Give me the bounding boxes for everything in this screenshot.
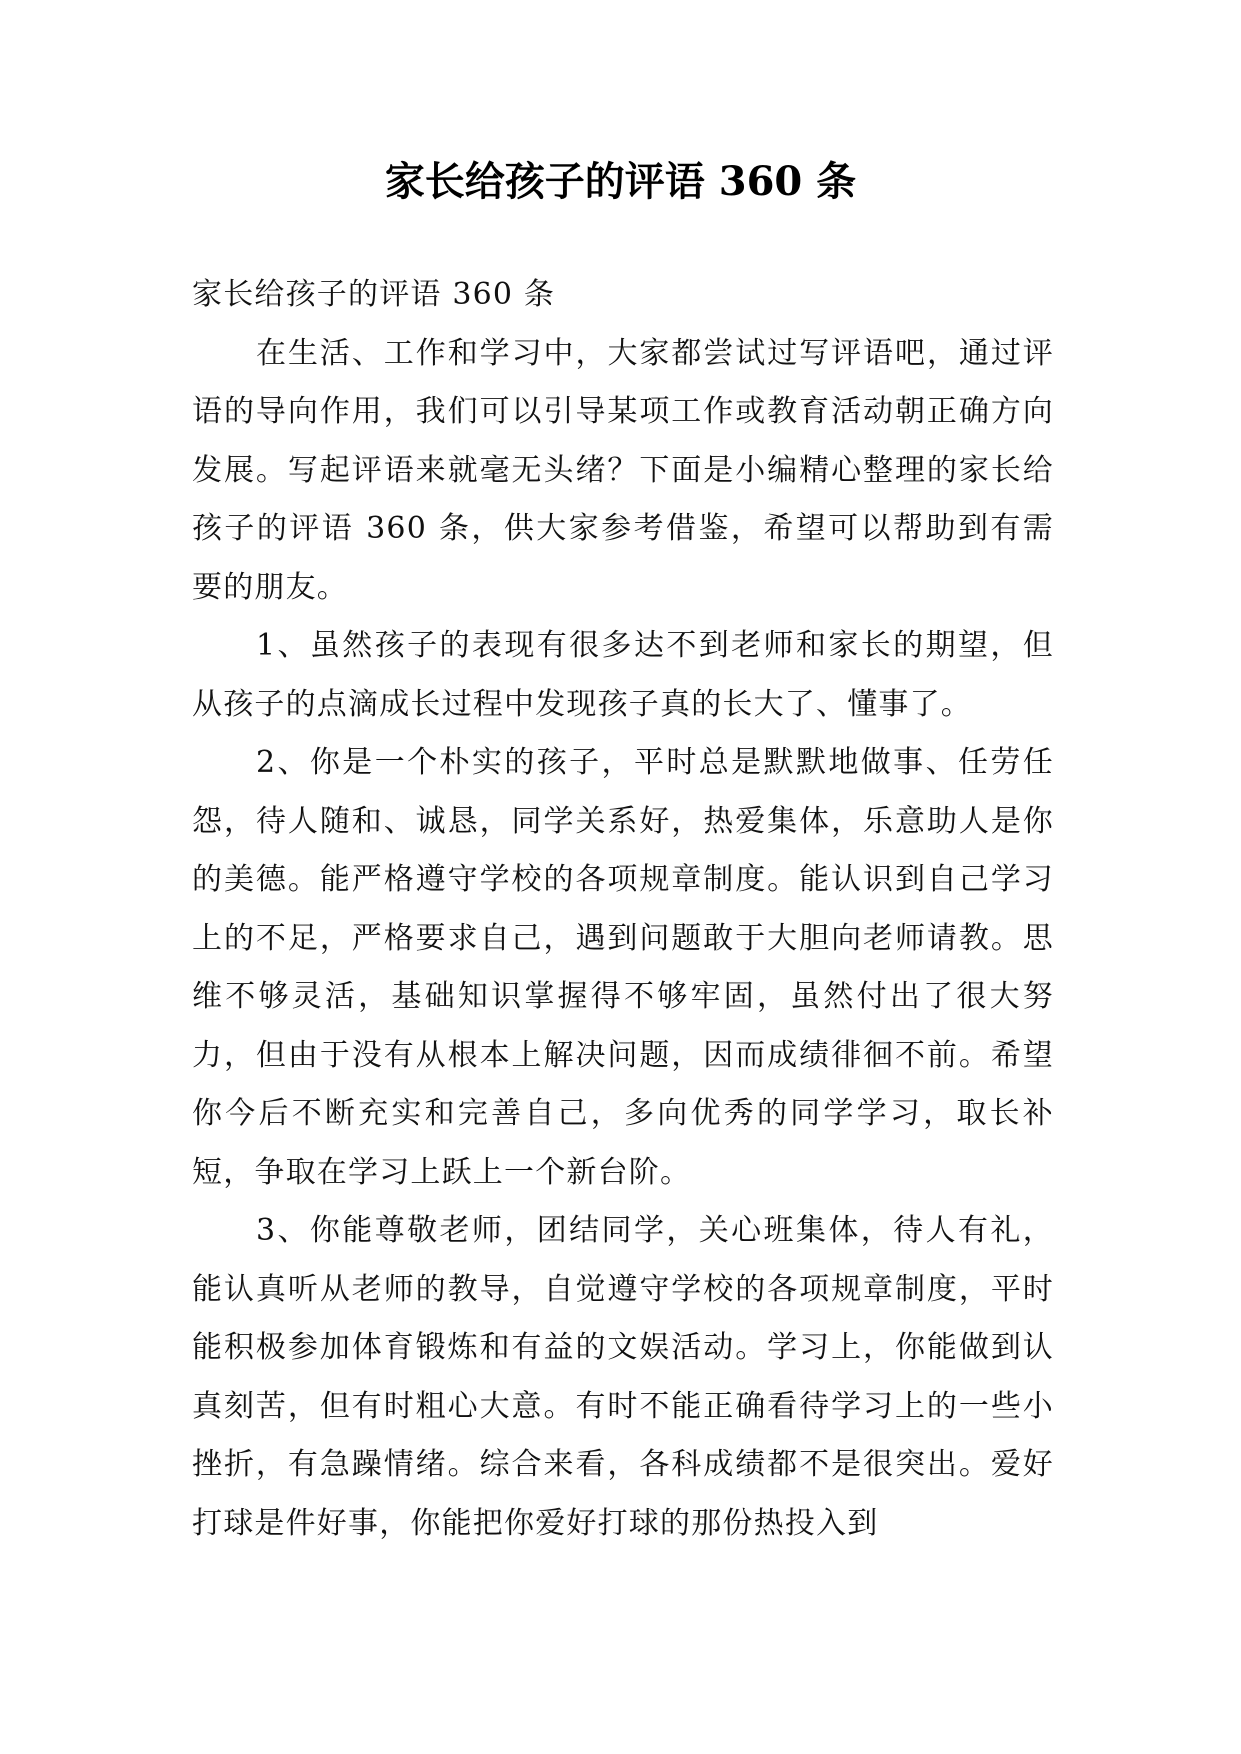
comment-item-1: 1、虽然孩子的表现有很多达不到老师和家长的期望，但从孩子的点滴成长过程中发现孩子真的长大了、懂事了。 [192,628,1054,722]
document-subtitle: 家长给孩子的评语 360 条 [192,277,556,312]
document-body [192,266,1054,1553]
intro-paragraph: 在生活、工作和学习中，大家都尝试过写评语吧，通过评语的导向作用，我们可以引导某项工作或教育活动朝正确方向发展。写起评语来就毫无头绪？下面是小编精心整理的家长给孩子的评语 360 条，供大家参考借鉴，希望可以帮助到有需要的朋友。 [192,335,1054,605]
comment-item-2: 2、你是一个朴实的孩子，平时总是默默地做事、任劳任怨，待人随和、诚恳，同学关系好，热爱集体，乐意助人是你的美德。能严格遵守学校的各项规章制度。能认识到自己学习上的不足，严格要求自己，遇到问题敢于大胆向老师请教。思维不够灵活，基础知识掌握得不够牢固，虽然付出了很大努力，但由于没有从根本上解决问题，因而成绩徘徊不前。希望你今后不断充实和完善自己，多向优秀的同学学习，取长补短，争取在学习上跃上一个新台阶。 [192,745,1054,1190]
document-title: 家长给孩子的评语 360 条 [384,158,857,205]
comment-item-3: 3、你能尊敬老师，团结同学，关心班集体，待人有礼，能认真听从老师的教导，自觉遵守学校的各项规章制度，平时能积极参加体育锻炼和有益的文娱活动。学习上，你能做到认真刻苦，但有时粗心大意。有时不能正确看待学习上的一些小挫折，有急躁情绪。综合来看，各科成绩都不是很突出。爱好打球是件好事，你能把你爱好打球的那份热投入到 [192,1213,1054,1541]
